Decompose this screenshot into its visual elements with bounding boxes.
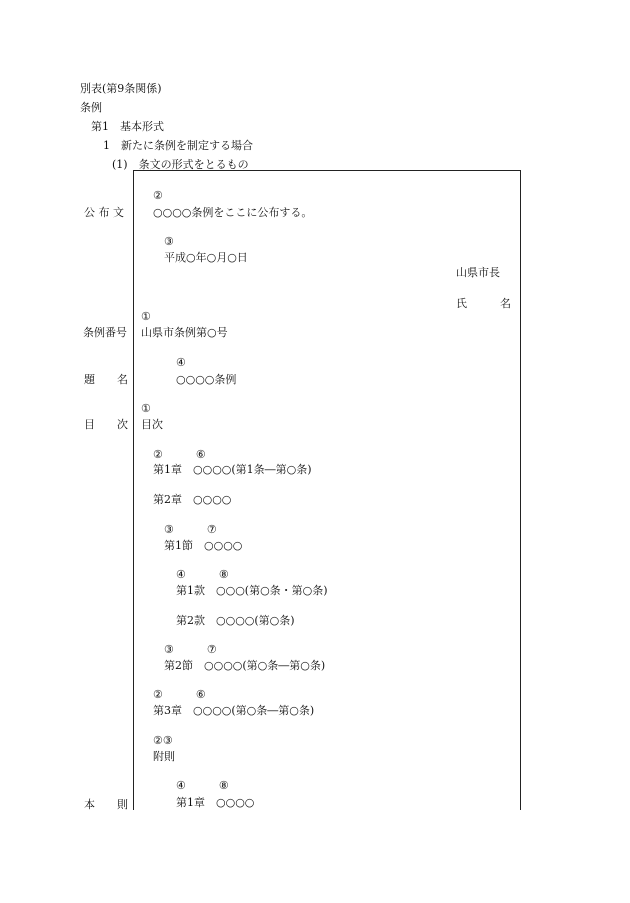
table-frame-left <box>133 170 134 810</box>
table-frame-top <box>133 170 520 171</box>
toc-item-8: 附則 <box>153 750 175 763</box>
toc-item-4: 第1款 ○○○(第○条・第○条) <box>176 584 328 597</box>
toc-item-2: 第2章 ○○○○ <box>153 493 232 506</box>
toc-item-3: 第1節 ○○○○ <box>164 539 243 552</box>
header-line-5: (1) 条文の形式をとるもの <box>112 158 249 171</box>
toc-item-7-nums: ② ⑥ <box>153 688 206 701</box>
title-num: ④ <box>176 356 186 369</box>
kofu-num-1: ② <box>153 189 163 202</box>
label-mokuji: 目 次 <box>84 418 128 431</box>
toc-item-1: 第1章 ○○○○(第1条―第○条) <box>153 463 312 476</box>
label-daimei: 題 名 <box>84 373 128 386</box>
toc-item-3-nums: ③ ⑦ <box>164 523 217 536</box>
label-jorei-bango: 条例番号 <box>83 326 127 339</box>
label-kofubun: 公 布 文 <box>84 206 124 219</box>
header-line-1: 別表(第9条関係) <box>80 82 162 95</box>
kofu-text: ○○○○条例をここに公布する。 <box>153 206 313 219</box>
label-honsoku: 本 則 <box>84 798 128 811</box>
table-frame-right <box>520 170 521 810</box>
header-line-2: 条例 <box>80 101 102 114</box>
kofu-mayor: 山県市長 <box>456 266 500 279</box>
toc-item-5: 第2款 ○○○○(第○条) <box>176 614 295 627</box>
kofu-date: 平成○年○月○日 <box>164 251 248 264</box>
kofu-num-2: ③ <box>164 235 174 248</box>
toc-item-4-nums: ④ ⑧ <box>176 568 229 581</box>
bango-num: ① <box>141 310 151 323</box>
body-nums: ④ ⑧ <box>176 779 229 792</box>
title-text: ○○○○条例 <box>176 373 237 386</box>
kofu-signature-name: 氏 名 <box>456 297 511 310</box>
toc-num: ① <box>141 402 151 415</box>
toc-item-8-nums: ②③ <box>153 734 173 747</box>
toc-item-6: 第2節 ○○○○(第○条―第○条) <box>164 659 326 672</box>
header-line-4: 1 新たに条例を制定する場合 <box>103 139 253 152</box>
toc-item-6-nums: ③ ⑦ <box>164 643 217 656</box>
toc-item-1-nums: ② ⑥ <box>153 448 206 461</box>
body-text: 第1章 ○○○○ <box>176 796 255 809</box>
header-line-3: 第1 基本形式 <box>91 120 164 133</box>
bango-text: 山県市条例第○号 <box>141 326 228 339</box>
toc-heading: 目次 <box>141 418 163 431</box>
toc-item-7: 第3章 ○○○○(第○条―第○条) <box>153 704 315 717</box>
